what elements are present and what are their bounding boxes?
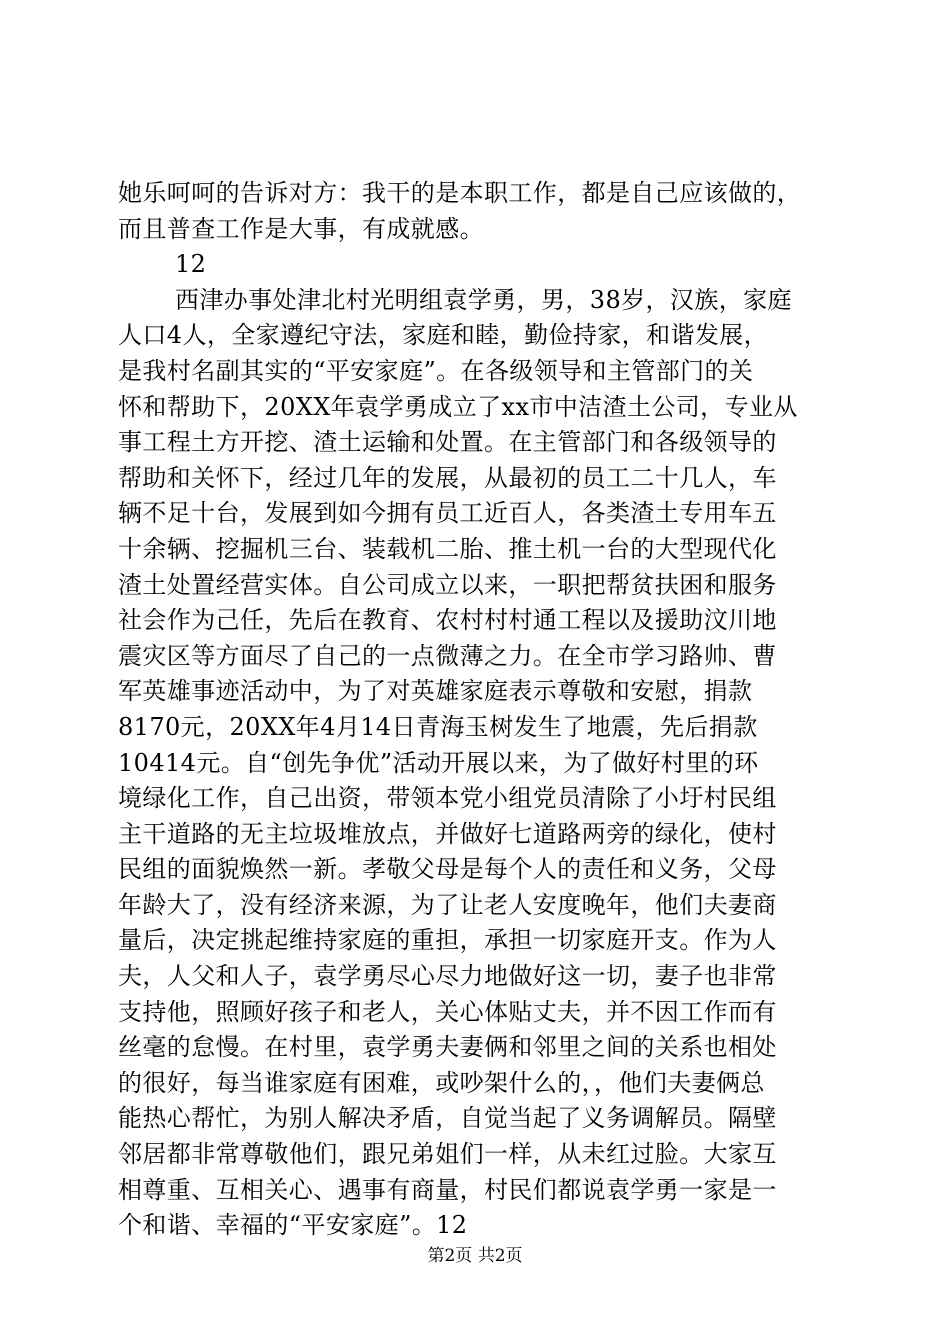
section-number: 12 (175, 250, 207, 279)
text-line: 境绿化工作，自己出资，带领本党小组党员清除了小圩村民组 (118, 784, 777, 813)
text-line: 邻居都非常尊敬他们，跟兄弟姐们一样，从未红过脸。大家互 (118, 1140, 777, 1169)
text-line: 民组的面貌焕然一新。孝敬父母是每个人的责任和义务，父母 (118, 855, 777, 884)
text-line: 能热心帮忙，为别人解决矛盾，自觉当起了义务调解员。隔壁 (118, 1104, 777, 1133)
text-line: 10414元。自“创先争优”活动开展以来，为了做好村里的环 (118, 748, 759, 777)
text-line: 十余辆、挖掘机三台、装载机二胎、推土机一台的大型现代化 (118, 534, 777, 563)
body-text (118, 176, 853, 1244)
text-line: 人口4人，全家遵纪守法，家庭和睦，勤俭持家，和谐发展， (118, 321, 769, 350)
text-line: 年龄大了，没有经济来源，为了让老人安度晚年，他们夫妻商 (118, 890, 777, 919)
text-line: 震灾区等方面尽了自己的一点微薄之力。在全市学习路帅、曹 (118, 641, 777, 670)
text-line: 量后，决定挑起维持家庭的重担，承担一切家庭开支。作为人 (118, 926, 777, 955)
text-line: 渣土处置经营实体。自公司成立以来，一职把帮贫扶困和服务 (118, 570, 777, 599)
text-line: 支持他，照顾好孩子和老人，关心体贴丈夫，并不因工作而有 (118, 997, 777, 1026)
text-line: 辆不足十台，发展到如今拥有员工近百人，各类渣土专用车五 (118, 499, 777, 528)
text-line: 夫，人父和人子，袁学勇尽心尽力地做好这一切，妻子也非常 (118, 962, 777, 991)
text-line: 社会作为己任，先后在教育、农村村村通工程以及援助汶川地 (118, 606, 777, 635)
text-line: 个和谐、幸福的“平安家庭”。12 (118, 1211, 468, 1240)
text-line: 怀和帮助下，20XX年袁学勇成立了xx市中洁渣土公司，专业从 (118, 392, 798, 421)
text-line: 相尊重、互相关心、遇事有商量，村民们都说袁学勇一家是一 (118, 1175, 777, 1204)
text-line: 事工程土方开挖、渣土运输和处置。在主管部门和各级领导的 (118, 428, 777, 457)
text-line: 帮助和关怀下，经过几年的发展，从最初的员工二十几人，车 (118, 463, 777, 492)
text-line: 而且普查工作是大事，有成就感。 (118, 214, 484, 243)
text-line: 8170元，20XX年4月14日青海玉树发生了地震，先后捐款 (118, 712, 758, 741)
text-line: 丝毫的怠慢。在村里，袁学勇夫妻俩和邻里之间的关系也相处 (118, 1033, 777, 1062)
paragraph-first-line: 西津办事处津北村光明组袁学勇，男，38岁，汉族，家庭 (175, 285, 792, 314)
text-line: 军英雄事迹活动中，为了对英雄家庭表示尊敬和安慰，捐款 (118, 677, 753, 706)
text-line: 她乐呵呵的告诉对方：我干的是本职工作，都是自己应该做的， (118, 179, 802, 207)
text-line: 的很好，每当谁家庭有困难，或吵架什么的，，他们夫妻俩总 (118, 1068, 765, 1097)
text-line: 主干道路的无主垃圾堆放点，并做好七道路两旁的绿化，使村 (118, 819, 777, 848)
page-number-label: 第2页 共2页 (427, 1246, 523, 1266)
page-footer (0, 1244, 950, 1268)
text-line: 是我村名副其实的“平安家庭”。在各级领导和主管部门的关 (118, 356, 754, 385)
